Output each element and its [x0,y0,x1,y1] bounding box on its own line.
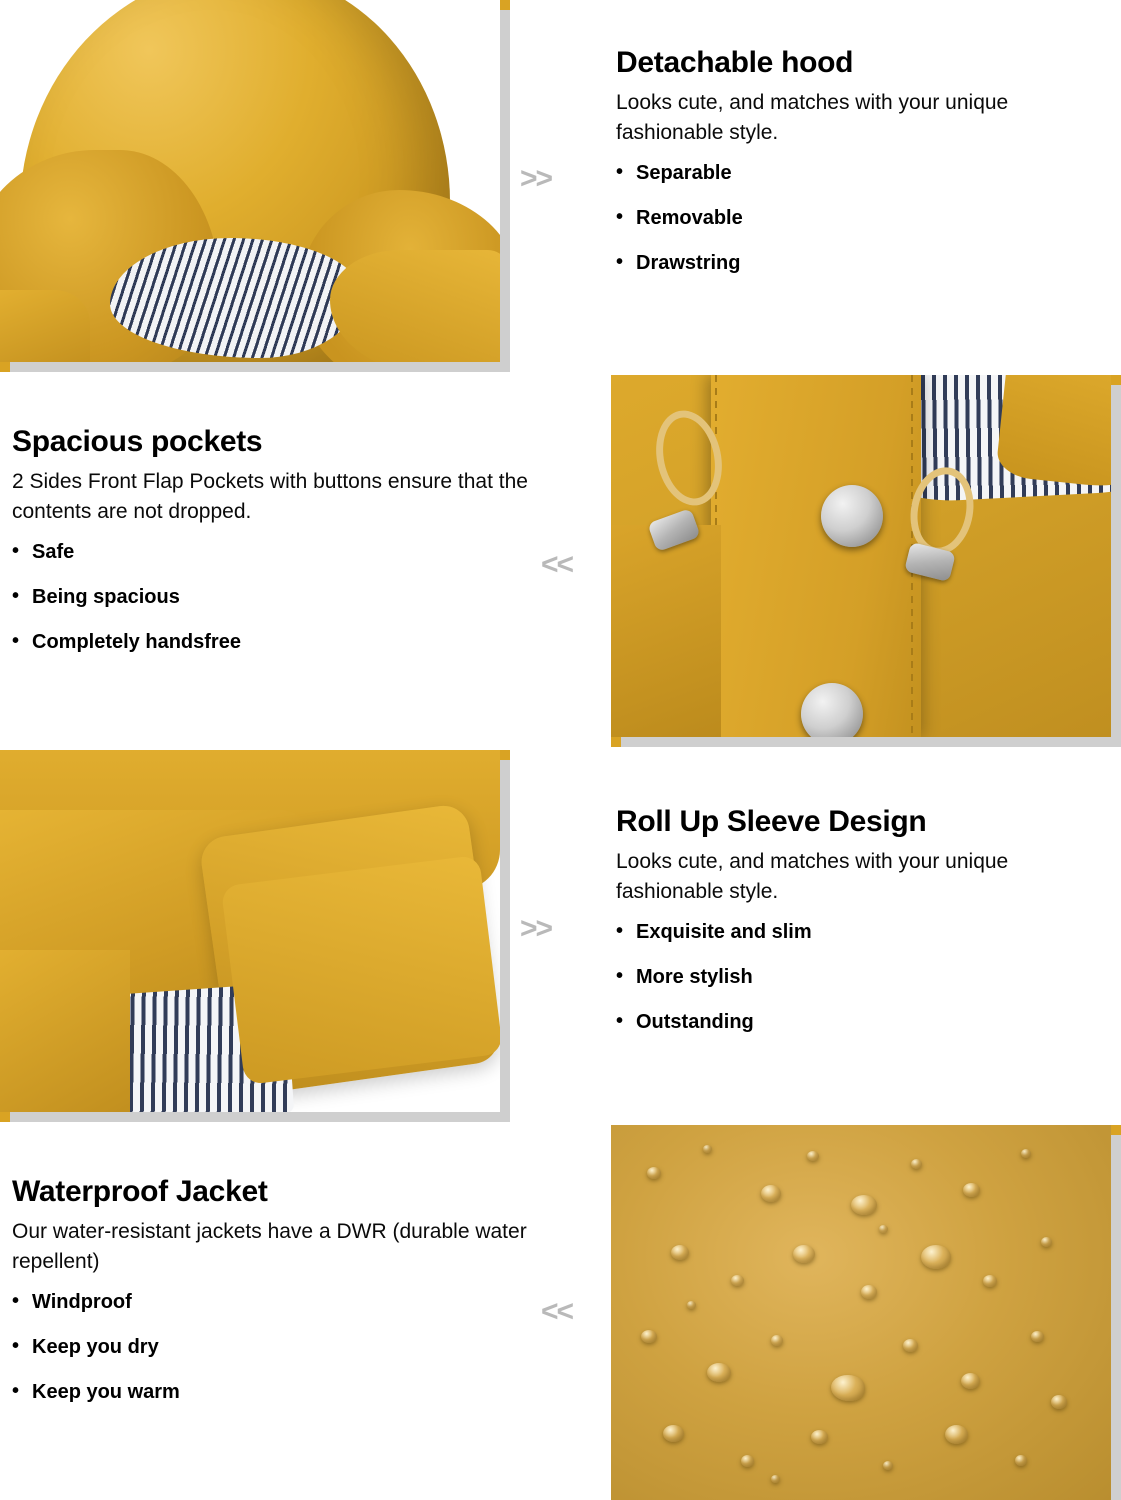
photo-shadow-right [1111,1135,1121,1500]
list-item: • Being spacious [12,586,552,609]
section-title-roll-up-sleeve: Roll Up Sleeve Design [616,805,927,838]
arrow-indicator-3: >> [520,912,552,945]
photo-shadow-bottom [10,362,510,372]
photo-shadow-bottom [10,1112,510,1122]
section-bullets-spacious-pockets [12,541,552,654]
section-detachable-hood-text [616,46,1056,297]
rolled-sleeve-photo [0,750,510,1122]
photo-shadow-right [500,760,510,1122]
section-waterproof-jacket-text [12,1175,542,1426]
list-item: • Outstanding [616,1011,1066,1034]
snap-button-photo-inner [611,375,1111,737]
snap-button-photo [611,375,1121,747]
list-item: • Safe [12,541,552,564]
section-bullets-waterproof-jacket [12,1291,542,1404]
section-body-waterproof-jacket: Our water-resistant jackets have a DWR (durable water repellent) [12,1220,527,1273]
list-item: • Windproof [12,1291,542,1314]
list-item: • Removable [616,207,1056,230]
rolled-sleeve-photo-inner [0,750,500,1112]
hood-photo [0,0,510,372]
list-item: • Drawstring [616,252,1056,275]
section-spacious-pockets-text [12,425,552,676]
section-roll-up-sleeve-text [616,805,1066,1056]
list-item: • Completely handsfree [12,631,552,654]
water-repellent-photo-inner [611,1125,1111,1500]
photo-shadow-right [1111,385,1121,747]
hood-photo-inner [0,0,500,362]
section-body-spacious-pockets: 2 Sides Front Flap Pockets with buttons ensure that the contents are not dropped. [12,470,528,523]
list-item: • Keep you dry [12,1336,542,1359]
list-item: • Separable [616,162,1056,185]
arrow-indicator-1: >> [520,162,552,195]
arrow-indicator-4: << [541,1295,573,1328]
section-body-roll-up-sleeve: Looks cute, and matches with your unique fashionable style. [616,850,1009,903]
photo-shadow-bottom [621,737,1121,747]
section-bullets-detachable-hood [616,162,1056,275]
section-title-detachable-hood: Detachable hood [616,46,854,79]
section-bullets-roll-up-sleeve [616,921,1066,1034]
section-body-detachable-hood: Looks cute, and matches with your unique fashionable style. [616,91,1009,144]
water-repellent-photo [611,1125,1121,1500]
list-item: • Exquisite and slim [616,921,1066,944]
section-title-spacious-pockets: Spacious pockets [12,425,263,458]
section-title-waterproof-jacket: Waterproof Jacket [12,1175,268,1208]
arrow-indicator-2: << [541,548,573,581]
list-item: • Keep you warm [12,1381,542,1404]
list-item: • More stylish [616,966,1066,989]
photo-shadow-right [500,10,510,372]
